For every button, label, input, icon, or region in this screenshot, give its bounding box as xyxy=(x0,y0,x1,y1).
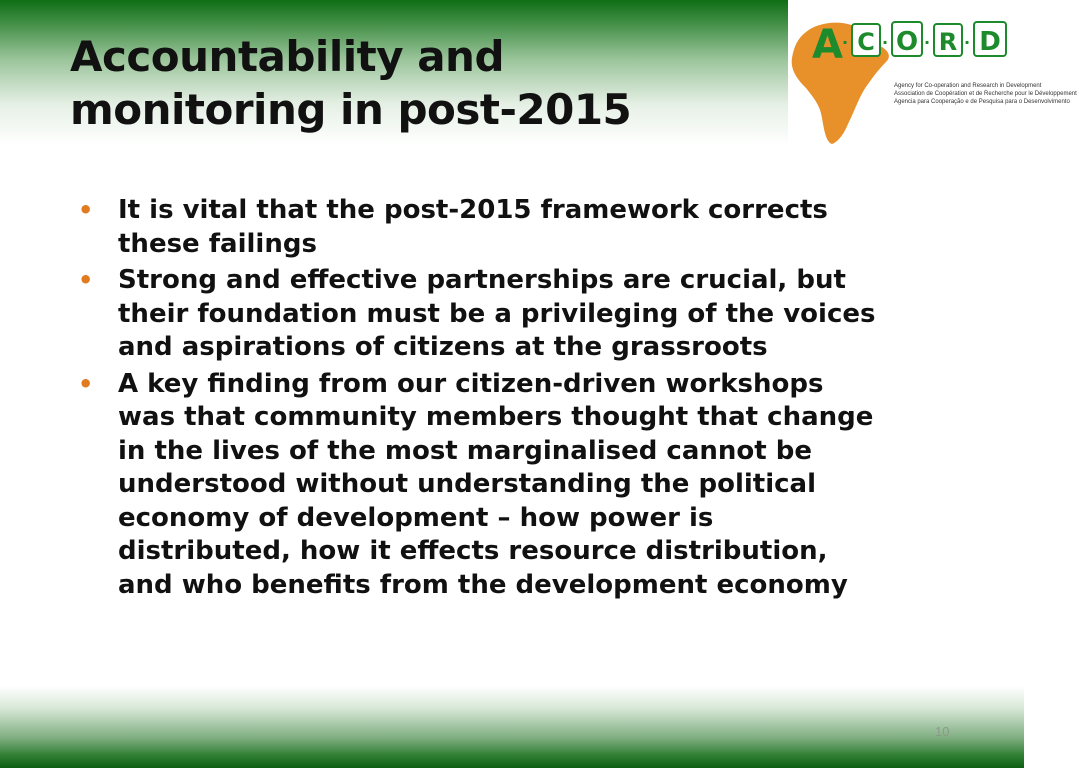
title-line: Accountability and xyxy=(70,32,505,81)
svg-text:·: · xyxy=(924,33,931,52)
bullet-item xyxy=(78,194,978,261)
bullet-line: their foundation must be a privileging of the voices xyxy=(118,298,876,329)
bullet-line: distributed, how it effects resource distribution, xyxy=(118,536,828,566)
svg-text:A: A xyxy=(812,22,843,68)
bullet-line: and who benefits from the development economy xyxy=(118,569,848,600)
bullet-line: and aspirations of citizens at the grassroots xyxy=(118,332,768,362)
bullet-item xyxy=(78,264,978,365)
acord-logo xyxy=(788,0,1077,148)
bullet-line: economy of development – how power is xyxy=(118,502,714,533)
acord-logo-graphic xyxy=(788,0,1077,148)
bullet-line: was that community members thought that change xyxy=(118,402,874,432)
title-line: monitoring in post-2015 xyxy=(70,85,632,134)
svg-text:·: · xyxy=(882,33,889,52)
slide-title xyxy=(70,30,770,136)
bottom-gradient-band xyxy=(0,686,1024,768)
bullet-line: understood without understanding the political xyxy=(118,469,816,499)
bullet-marker: • xyxy=(78,266,94,294)
bullet-line: in the lives of the most marginalised cannot be xyxy=(118,435,812,466)
logo-tagline xyxy=(894,82,1077,106)
bullet-line: It is vital that the post-2015 framework corrects xyxy=(118,195,828,225)
page-number: 10 xyxy=(935,724,950,739)
svg-text:·: · xyxy=(964,33,971,52)
logo-tagline-line: Agency for Co-operation and Research in Development xyxy=(894,83,1042,89)
svg-text:D: D xyxy=(979,27,1001,57)
svg-text:·: · xyxy=(842,33,849,52)
bullet-line: A key finding from our citizen-driven workshops xyxy=(118,368,824,399)
logo-tagline-line: Agencia para Cooperação e de Pesquisa para o Desenvolvimento xyxy=(894,99,1070,105)
logo-tagline-line: Association de Coopération et de Recherche pour le Développement xyxy=(894,91,1077,97)
svg-text:C: C xyxy=(857,28,875,56)
bullet-item xyxy=(78,368,978,603)
bullet-list xyxy=(78,194,978,605)
bullet-marker: • xyxy=(78,369,94,398)
svg-text:R: R xyxy=(938,28,958,56)
svg-text:O: O xyxy=(895,27,919,57)
bullet-marker: • xyxy=(78,196,94,224)
bullet-line: Strong and effective partnerships are crucial, but xyxy=(118,265,846,295)
logo-letter-a xyxy=(812,22,843,68)
bullet-line: these failings xyxy=(118,228,317,259)
